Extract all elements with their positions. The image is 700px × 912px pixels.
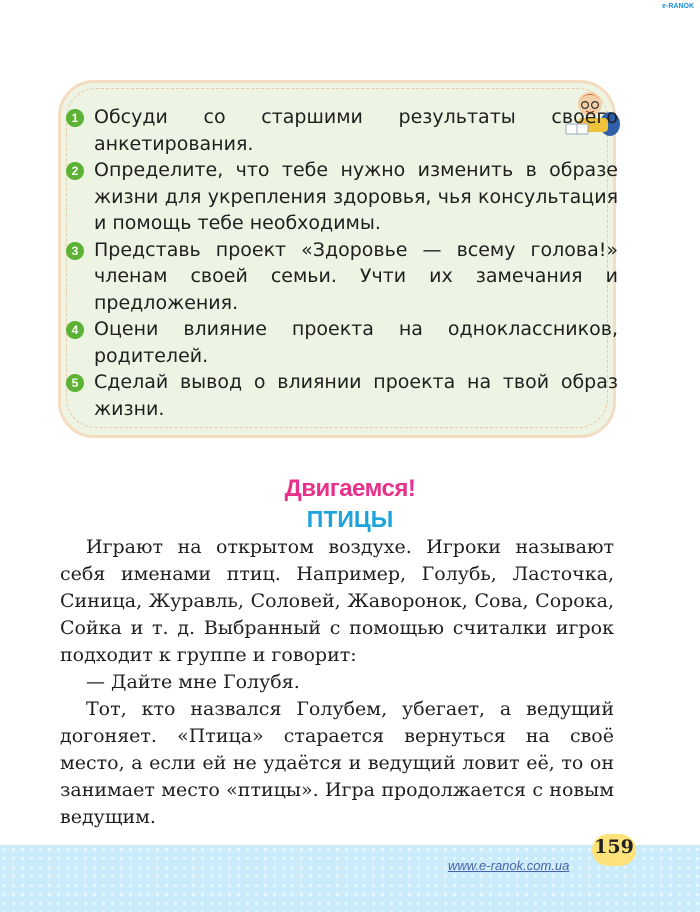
task-item xyxy=(66,237,618,317)
task-number-badge: 2 xyxy=(66,162,84,180)
publisher-logo: e-RANOK xyxy=(662,3,694,10)
task-number-badge: 4 xyxy=(66,321,84,339)
task-text: Оцени влияние проекта на одноклассников, родителей. xyxy=(94,318,618,367)
task-item xyxy=(66,157,618,237)
task-text: Обсуди со старшими результаты своего анкетирования. xyxy=(94,106,618,155)
story-paragraph: Тот, кто назвался Голубем, убегает, а ведущий догоняет. «Птица» старается вернуться на своё место, а если ей не удаётся и ведущий ловит её, то он занимает место «птицы». Игра продолжается с новым ведущим. xyxy=(60,698,614,828)
publisher-url-link[interactable]: www.e-ranok.com.ua xyxy=(448,858,570,873)
task-text: Определите, что тебе нужно изменить в образе жизни для укрепления здоровья, чья консультация и помощь тебе необходимы. xyxy=(94,159,618,234)
game-title: ПТИЦЫ xyxy=(306,506,394,532)
task-text: Сделай вывод о влиянии проекта на твой образ жизни. xyxy=(94,371,618,420)
game-description xyxy=(60,534,614,831)
task-item xyxy=(66,369,618,422)
section-heading: Двигаемся! xyxy=(284,475,416,502)
task-text: Представь проект «Здоровье — всему голова!» членам своей семьи. Учти их замечания и предложения. xyxy=(94,238,618,314)
task-number-badge: 3 xyxy=(66,242,84,260)
task-number-badge: 5 xyxy=(66,374,84,392)
story-paragraph: Играют на открытом воздухе. Игроки называют себя именами птиц. Например, Голубь, Ласточка, Синица, Журавль, Соловей, Жаворонок, Сова, Сорока, Сойка и т. д. Выбранный с помощью считалки игрок подходит к группе и говорит: xyxy=(60,536,614,666)
task-number-badge: 1 xyxy=(66,109,84,127)
task-list xyxy=(66,104,618,422)
story-paragraph: — Дайте мне Голубя. xyxy=(86,671,300,693)
task-item xyxy=(66,316,618,369)
page-number: 159 xyxy=(594,836,634,858)
task-item xyxy=(66,104,618,157)
